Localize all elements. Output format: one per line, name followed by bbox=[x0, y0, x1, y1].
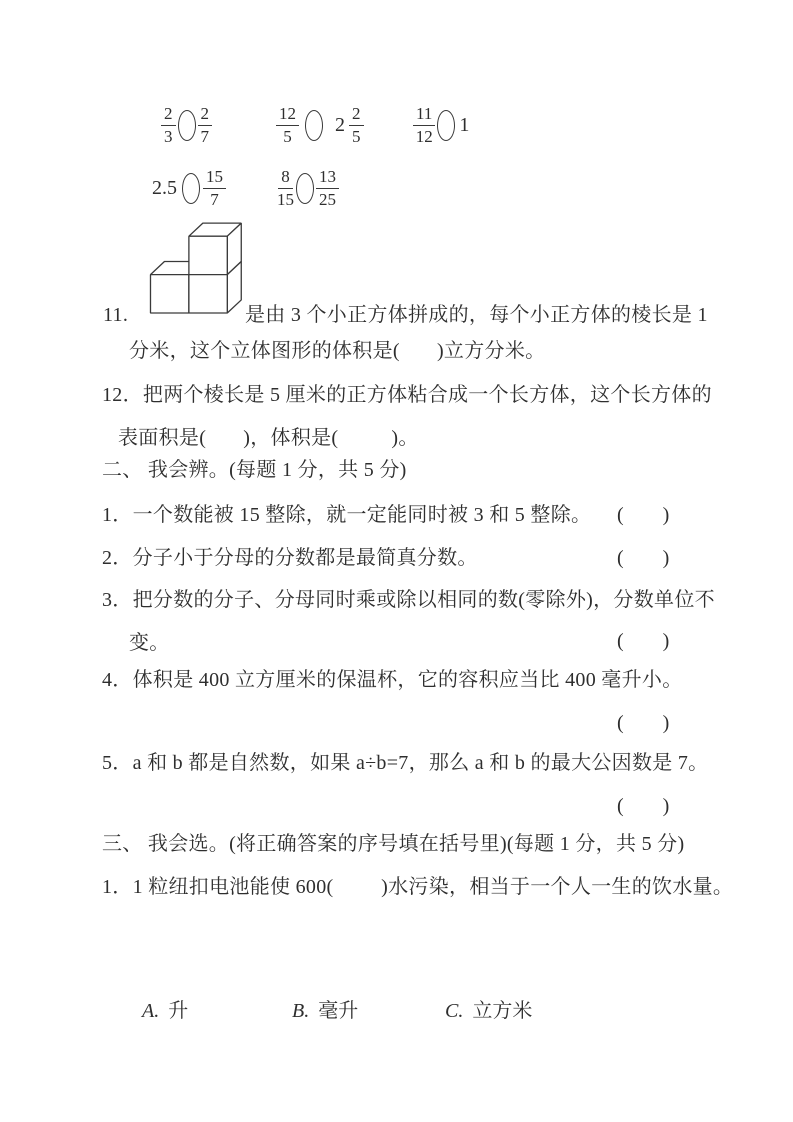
answer-blank: ( ) bbox=[617, 547, 670, 569]
denominator: 3 bbox=[164, 127, 173, 146]
option-text: 立方米 bbox=[472, 1000, 533, 1022]
denominator: 5 bbox=[352, 127, 361, 146]
numerator: 2 bbox=[349, 104, 364, 126]
fraction-compare-group bbox=[150, 167, 226, 210]
fraction-compare-group bbox=[413, 104, 471, 147]
fraction bbox=[161, 104, 176, 147]
cube-front-face bbox=[150, 275, 188, 313]
numerator: 2 bbox=[161, 104, 176, 126]
option-text: 毫升 bbox=[318, 1000, 359, 1022]
answer-blank: ( ) bbox=[617, 504, 670, 526]
comparison-circle bbox=[437, 110, 455, 141]
option-b bbox=[292, 998, 358, 1024]
question-text: 1．一个数能被 15 整除，就一定能同时被 3 和 5 整除。 bbox=[102, 504, 592, 526]
answer-blank: ( ) bbox=[617, 795, 670, 817]
fraction bbox=[203, 167, 226, 210]
numerator: 8 bbox=[278, 167, 293, 189]
numerator: 12 bbox=[276, 104, 299, 126]
denominator: 12 bbox=[415, 127, 433, 146]
cube-front-face bbox=[189, 236, 227, 274]
denominator: 7 bbox=[200, 127, 209, 146]
whole-number: 1 bbox=[459, 114, 470, 136]
denominator: 7 bbox=[210, 190, 219, 209]
option-a bbox=[142, 998, 188, 1024]
question-text: 表面积是( )，体积是( )。 bbox=[118, 427, 419, 449]
question-text: 1．1 粒纽扣电池能使 600( )水污染，相当于一个人一生的饮水量。 bbox=[102, 876, 734, 898]
fraction-compare-group bbox=[277, 167, 339, 210]
option-text: 升 bbox=[168, 1000, 189, 1022]
fraction bbox=[198, 104, 213, 147]
numerator: 15 bbox=[203, 167, 226, 189]
question-number: 11. bbox=[103, 304, 129, 326]
comparison-circle bbox=[305, 110, 323, 141]
answer-blank: ( ) bbox=[617, 630, 670, 652]
question-text: 12．把两个棱长是 5 厘米的正方体粘合成一个长方体，这个长方体的 bbox=[102, 384, 712, 406]
section-heading: 三、 我会选。(将正确答案的序号填在括号里)(每题 1 分，共 5 分) bbox=[102, 833, 685, 855]
cube-front-face bbox=[189, 275, 227, 313]
decimal-number: 2.5 bbox=[152, 177, 177, 199]
denominator: 5 bbox=[283, 127, 292, 146]
option-label: C. bbox=[445, 1000, 464, 1022]
denominator: 15 bbox=[277, 190, 294, 209]
fraction bbox=[316, 167, 339, 210]
section-heading: 二、 我会辨。(每题 1 分，共 5 分) bbox=[102, 459, 407, 481]
question-text: 是由 3 个小正方体拼成的，每个小正方体的棱长是 1 bbox=[245, 304, 708, 326]
comparison-circle bbox=[296, 173, 314, 204]
three-cubes-figure bbox=[147, 222, 243, 315]
comparison-circle bbox=[178, 110, 196, 141]
question-text: 2．分子小于分母的分数都是最简真分数。 bbox=[102, 547, 478, 569]
denominator: 25 bbox=[319, 190, 336, 209]
comparison-circle bbox=[182, 173, 200, 204]
question-text: 3．把分数的分子、分母同时乘或除以相同的数(零除外)，分数单位不 bbox=[102, 589, 715, 611]
fraction-compare-group bbox=[161, 104, 212, 147]
question-text: 5．a 和 b 都是自然数，如果 a÷b=7，那么 a 和 b 的最大公因数是 7。 bbox=[102, 752, 709, 774]
numerator: 11 bbox=[413, 104, 435, 126]
numerator: 13 bbox=[316, 167, 339, 189]
numerator: 2 bbox=[198, 104, 213, 126]
fraction-compare-group bbox=[276, 104, 364, 147]
fraction bbox=[277, 167, 294, 210]
option-label: B. bbox=[292, 1000, 310, 1022]
answer-blank: ( ) bbox=[617, 712, 670, 734]
question-text: 分米，这个立体图形的体积是( )立方分米。 bbox=[129, 340, 546, 362]
option-c bbox=[445, 998, 532, 1024]
fraction bbox=[349, 104, 364, 147]
whole-number: 2 bbox=[335, 114, 345, 136]
fraction bbox=[413, 104, 435, 147]
question-text: 4．体积是 400 立方厘米的保温杯，它的容积应当比 400 毫升小。 bbox=[102, 669, 683, 691]
question-text: 变。 bbox=[129, 632, 170, 654]
fraction bbox=[276, 104, 299, 147]
option-label: A. bbox=[142, 1000, 160, 1022]
